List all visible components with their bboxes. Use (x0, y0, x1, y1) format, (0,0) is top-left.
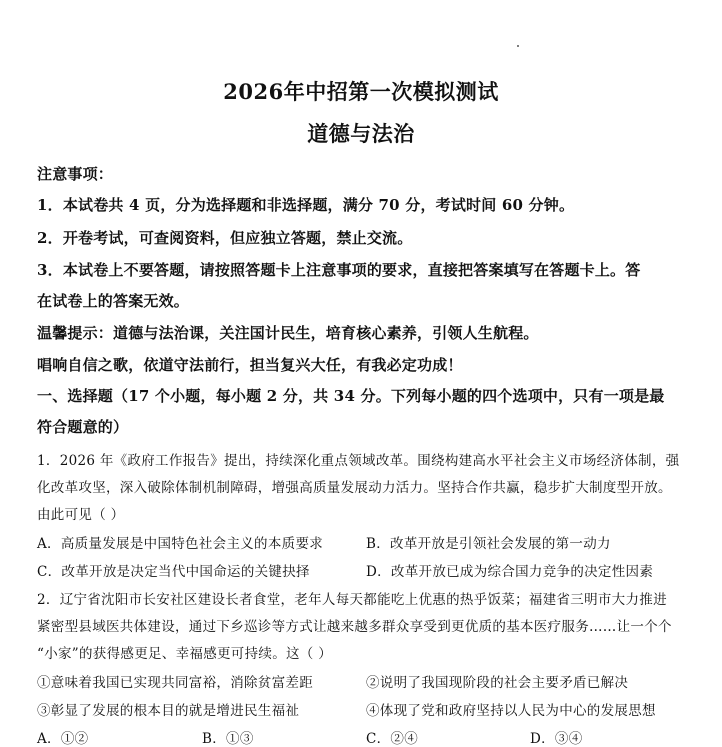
q1-option-d: D．改革开放已成为综合国力竞争的决定性因素 (366, 564, 654, 580)
notice-item-3-line-2: 在试卷上的答案无效。 (37, 292, 190, 310)
q2-statement-1: ①意味着我国已实现共同富裕，消除贫富差距 (37, 675, 313, 691)
q2-option-b: B．①③ (202, 731, 254, 747)
q2-statement-2: ②说明了我国现阶段的社会主要矛盾已解决 (366, 675, 629, 691)
section-heading-line-1: 一、选择题（17 个小题，每小题 2 分，共 34 分。下列每小题的四个选项中，只有一项是最 (37, 387, 665, 405)
q2-statement-4: ④体现了党和政府坚持以人民为中心的发展思想 (366, 703, 656, 719)
q2-stem-line-3: “小家”的获得感更足、幸福感更可持续。这（ ） (37, 646, 332, 662)
subject-title: 道德与法治 (307, 121, 415, 146)
q2-option-c: C．②④ (366, 731, 419, 747)
q2-stem-line-1: 2．辽宁省沈阳市长安社区建设长者食堂，老年人每天都能吃上优惠的热乎饭菜；福建省三明市大力推进 (37, 592, 667, 608)
q2-option-a: A．①② (37, 731, 89, 747)
tips-line-1: 温馨提示：道德与法治课，关注国计民生，培育核心素养，引领人生航程。 (37, 324, 539, 342)
notice-item-1: 1．本试卷共 4 页，分为选择题和非选择题，满分 70 分，考试时间 60 分钟。 (37, 196, 575, 214)
q1-stem-line-1: 1．2026 年《政府工作报告》提出，持续深化重点领域改革。围绕构建高水平社会主义市场经济体制，强 (37, 453, 680, 469)
tips-line-2: 唱响自信之歌，依道守法前行，担当复兴大任，有我必定功成！ (37, 356, 463, 374)
q1-option-a: A．高质量发展是中国特色社会主义的本质要求 (37, 536, 324, 552)
q1-option-b: B．改革开放是引领社会发展的第一动力 (366, 536, 611, 552)
q1-option-c: C．改革开放是决定当代中国命运的关键抉择 (37, 564, 310, 580)
section-heading-line-2: 符合题意的） (37, 418, 129, 436)
q1-stem-line-2: 化改革攻坚，深入破除体制机制障碍，增强高质量发展动力活力。坚持合作共赢，稳步扩大制度型开放。 (37, 480, 672, 496)
notice-item-2: 2．开卷考试，可查阅资料，但应独立答题，禁止交流。 (37, 229, 413, 247)
q2-statement-3: ③彰显了发展的根本目的就是增进民生福祉 (37, 703, 300, 719)
notice-item-3-line-1: 3．本试卷上不要答题，请按照答题卡上注意事项的要求，直接把答案填写在答题卡上。答 (37, 261, 641, 279)
scan-dot (517, 45, 519, 47)
exam-title: 2026年中招第一次模拟测试 (223, 79, 499, 104)
q2-stem-line-2: 紧密型县域医共体建设，通过下乡巡诊等方式让越来越多群众享受到更优质的基本医疗服务……让一个个 (37, 619, 672, 635)
q1-stem-line-3: 由此可见（ ） (37, 507, 125, 523)
notice-heading: 注意事项： (37, 165, 114, 183)
q2-option-d: D．③④ (530, 731, 583, 747)
